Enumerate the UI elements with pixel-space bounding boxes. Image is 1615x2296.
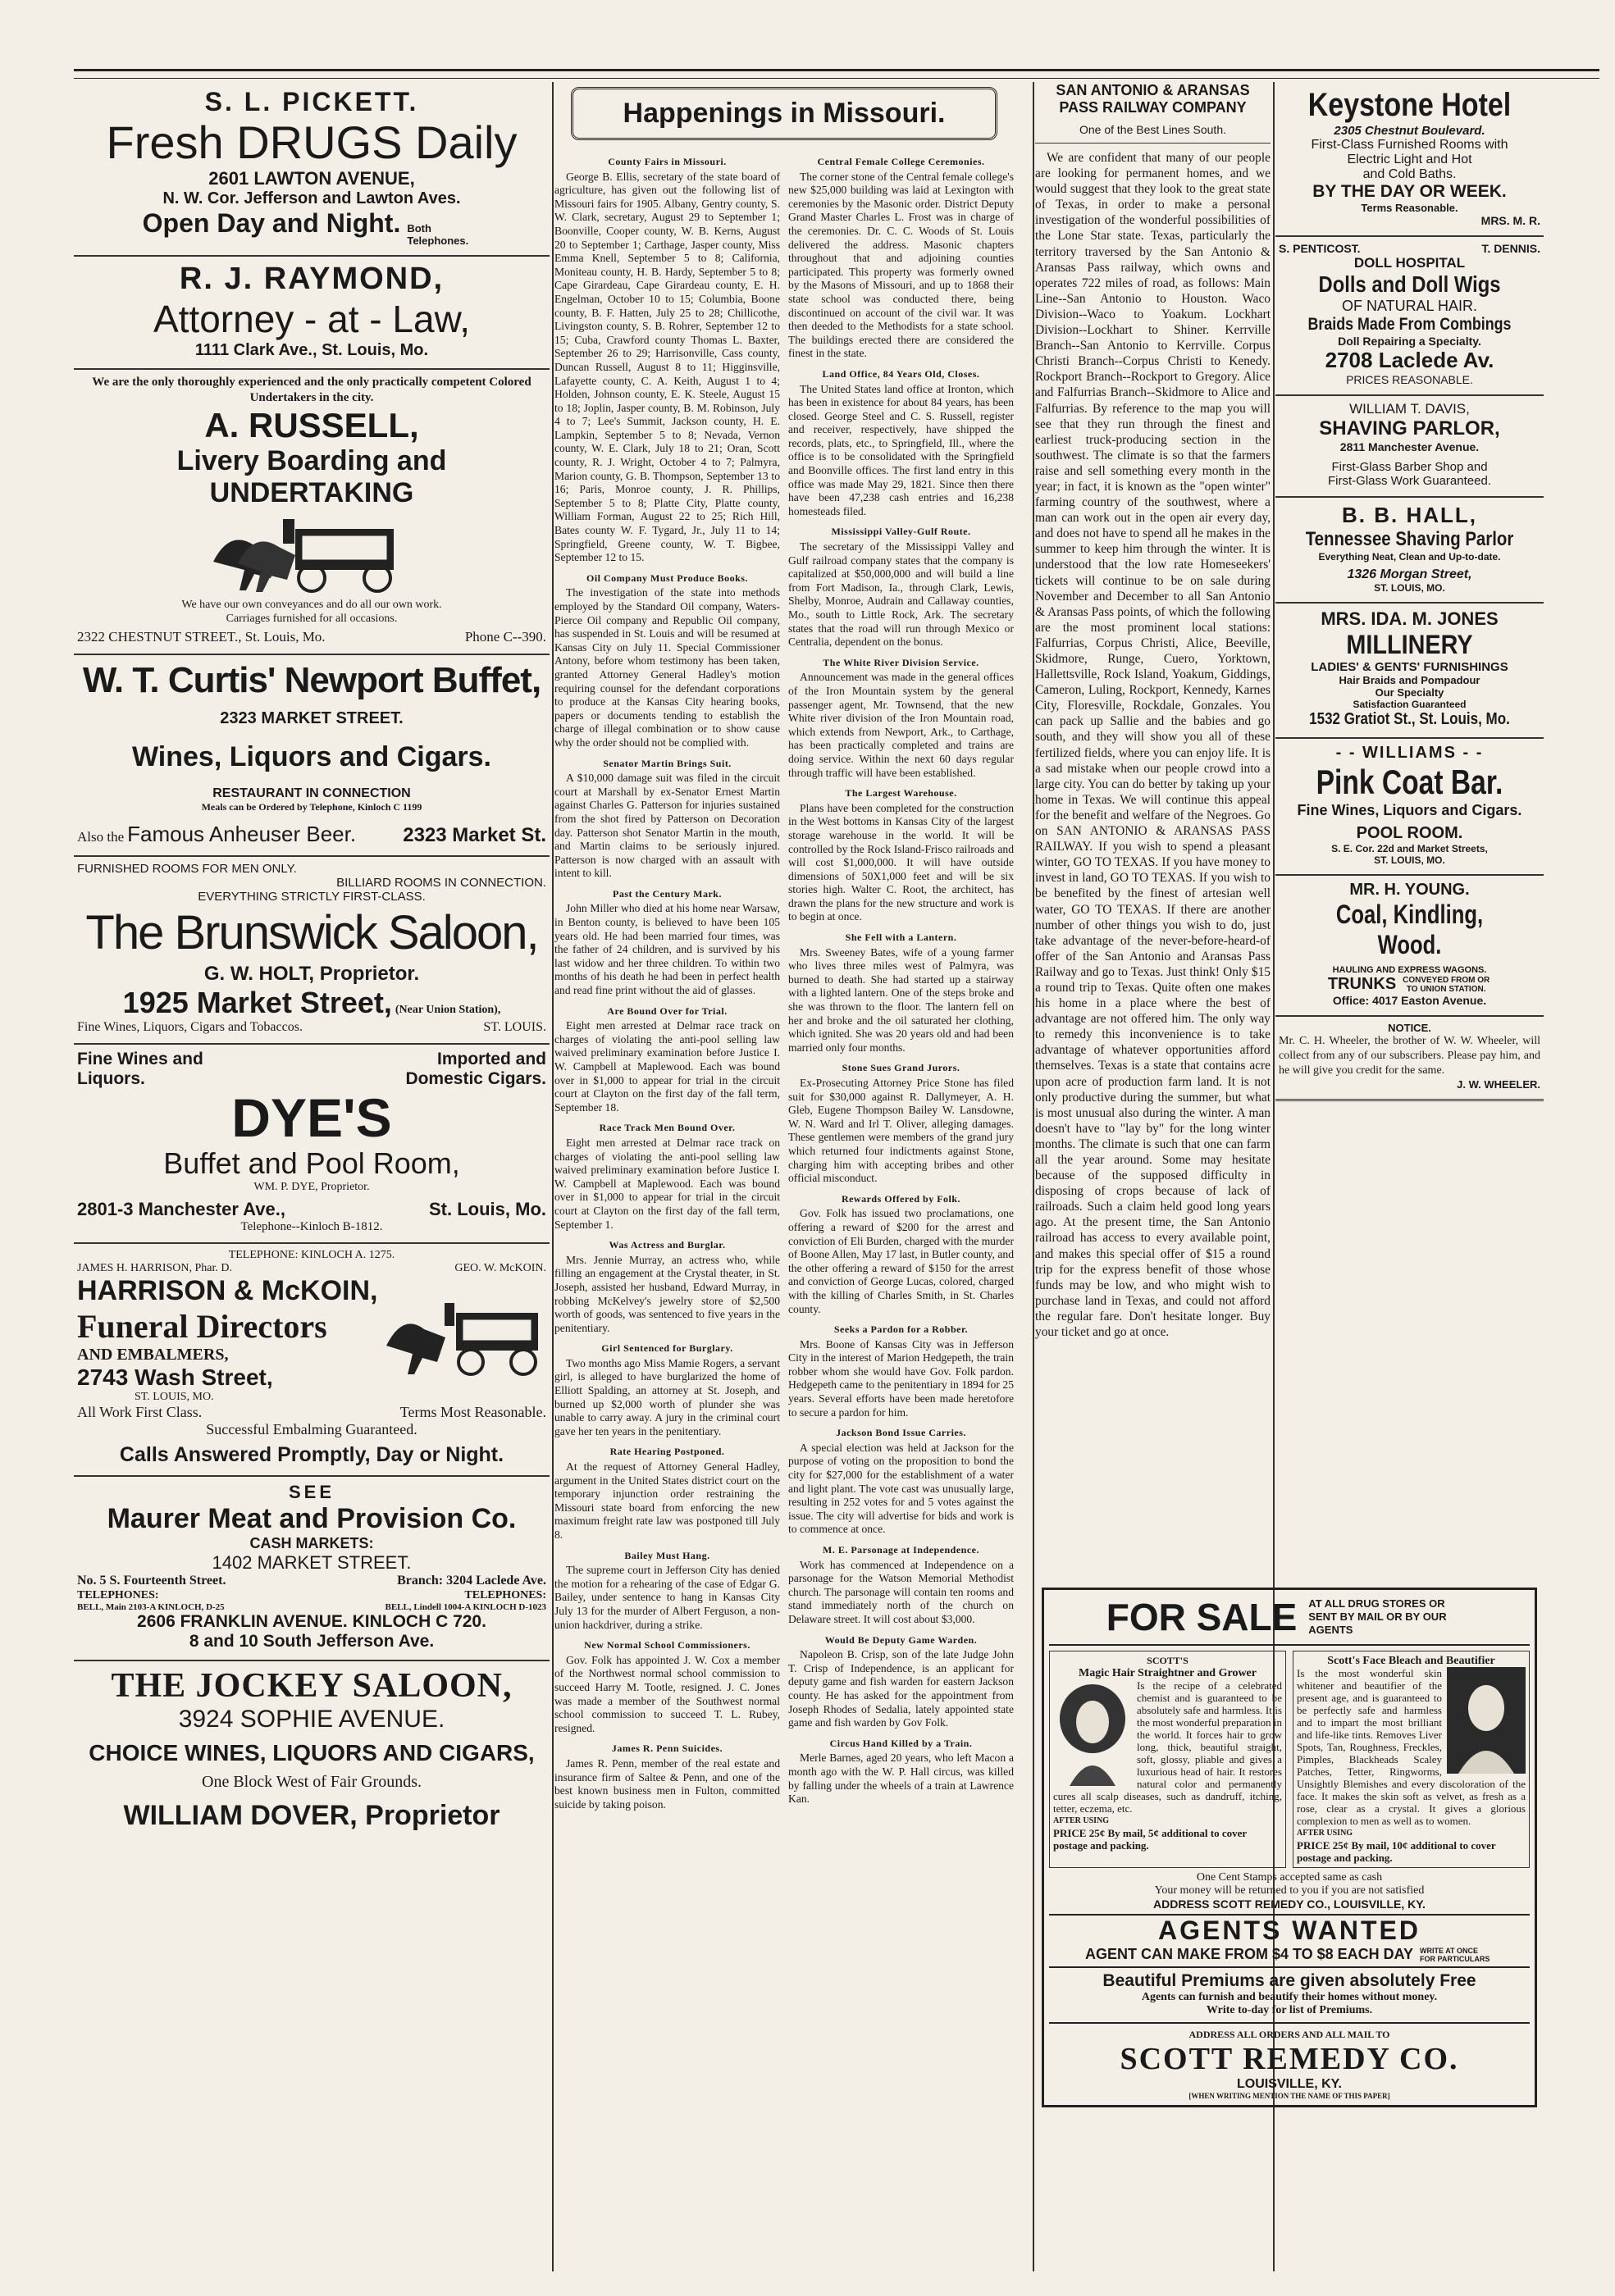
article-headline: M. E. Parsonage at Independence. — [823, 1544, 979, 1556]
ad-beer: Famous Anheuser Beer. — [127, 822, 357, 846]
news-article — [788, 525, 1014, 649]
article-body: The investigation of the state into methods employed by the Standard Oil company, Waters-Pierce Oil company and Republic Oil company, has suspended in St. Louis and will be resumed at Kansas City on July 11. Special Commissioner Antony, before whom testimony has been taken, granted Attorney General Hadley's motion requiring counsel for the defendant corporations to produce at the Kansas City hearing books, papers or documents tending to establish the charge of illegal combination or to show cause why the order should not be complied with. — [554, 586, 780, 749]
article-headline: Are Bound Over for Trial. — [607, 1004, 728, 1017]
ad-dye — [74, 1045, 550, 1244]
ad-name: WILLIAM T. DAVIS, — [1349, 401, 1470, 417]
ad-name: S. L. PICKETT. — [204, 87, 419, 116]
article-body: Gov. Folk has appointed J. W. Cox a member of the Northwest normal school commission to succeed Harry M. Tootle, resigned. J. C. Jones was made a member of the Southwest normal school commission to succeed T. L. Rubey, resigned. — [554, 1653, 780, 1734]
news-article — [788, 1061, 1014, 1185]
ad-city: ST. LOUIS. — [483, 1020, 546, 1034]
ad-hall — [1275, 498, 1544, 604]
ad-left: Fine Wines and Liquors. — [77, 1050, 203, 1088]
product-price: PRICE 25¢ By mail, 10¢ additional to cover postage and packing. — [1297, 1839, 1496, 1864]
article-body: Two months ago Miss Mamie Rogers, a servant girl, is alleged to have burglarized the home of Elliott Spalding, an attorney at St. Joseph, and burned up $2,000 worth of plunder she was unable to carry away. A jury in the criminal court gave her ten years in the penitentiary. — [554, 1356, 780, 1437]
ad-line: Electric Light and Hot — [1347, 153, 1472, 166]
news-article — [788, 1323, 1014, 1419]
ad-bell: BELL, Main 2103-A KINLOCH, D-25 — [77, 1602, 225, 1612]
ad-name: HARRISON & McKOIN, — [77, 1275, 378, 1306]
article-headline: Mississippi Valley-Gulf Route. — [831, 526, 971, 538]
product-title: Scott's Face Bleach and Beautifier — [1327, 1655, 1495, 1667]
ad-open: Open Day and Night. — [142, 208, 401, 238]
ad-name: W. T. Curtis' Newport Buffet, — [82, 660, 541, 700]
agents-sub: AGENT CAN MAKE FROM $4 TO $8 EACH DAY — [1084, 1946, 1414, 1962]
ad-maurer — [74, 1477, 550, 1661]
ad-right: T. DENNIS. — [1481, 242, 1540, 255]
ad-title: Buffet and Pool Room, — [163, 1146, 460, 1180]
ad-line: Braids Made From Combings — [1307, 315, 1512, 334]
ad-address: No. 5 S. Fourteenth Street. — [77, 1574, 226, 1588]
ad-tel: TELEPHONES: — [77, 1589, 159, 1601]
ad-near: (Near Union Station), — [395, 1004, 501, 1016]
ad-address: 1925 Market Street, — [122, 986, 392, 1019]
ad-line: EVERYTHING STRICTLY FIRST-CLASS. — [198, 890, 426, 904]
ad-address: 2801-3 Manchester Ave., — [77, 1199, 285, 1219]
ad-address: 2743 Wash Street, — [77, 1364, 273, 1390]
news-article — [788, 786, 1014, 924]
ad-williams — [1275, 739, 1544, 876]
premiums: Beautiful Premiums are given absolutely Free — [1102, 1971, 1476, 1990]
news-article — [788, 656, 1014, 780]
article-headline: Seeks a Pardon for a Robber. — [833, 1323, 969, 1336]
news-article — [554, 1445, 780, 1542]
article-body: The United States land office at Ironton, which has been in existence for about 84 years, has been closed. George Steel and C. S. Russell, register and receiver, respectively, have shipped the records, plats, etc., to Springfield, Ill., where the office is to be consolidated with the Springfield and Boonville offices. The first land entry in this office was made May 29, 1821. Since then there have been 47,238 cash entries and 16,238 homesteads filed. — [788, 382, 1014, 517]
ad-title: Funeral Directors — [77, 1308, 327, 1345]
ad-address: 2811 Manchester Avenue. — [1339, 440, 1480, 453]
ad-prop: WILLIAM DOVER, Proprietor — [123, 1800, 500, 1831]
ad-line: OF NATURAL HAIR. — [1341, 298, 1477, 314]
ad-intro: We are the only thoroughly experienced and the only practically competent Colored Undertakers in the city. — [92, 376, 531, 404]
ad-markets: CASH MARKETS: — [249, 1535, 374, 1551]
article-body: Ex-Prosecuting Attorney Price Stone has filed suit for $30,000 against R. Dallymeyer, A. H. Gleb, Eugene Thompson Bailey W. Lansdowne, W. N. Ward and Irl T. Oliver, alleging damages. These gentlemen were members of the grand jury which returned four indictments against Stone, charging him with accepting bribes and other official misconduct. — [788, 1077, 1014, 1185]
ads-column-left — [74, 82, 550, 1840]
ad-trunks-note: CONVEYED FROM OR TO UNION STATION. — [1403, 975, 1490, 994]
product-body: Is the recipe of a celebrated chemist and is guaranteed to be absolutely safe and harmless. It is the most wonderful preparation in the world. It forces hair to grow long, thick, beautiful straight, soft, glossy, pliable and gives a luxurious head of hair. It restores natural color and permanently cures all scalp diseases, such as dandruff, itching, tetter, eczema, etc. — [1053, 1679, 1282, 1815]
ad-line: Everything Neat, Clean and Up-to-date. — [1318, 551, 1501, 563]
ad-keystone — [1275, 82, 1544, 237]
ad-line: First-Class Furnished Rooms with — [1311, 138, 1508, 152]
ad-line: POOL ROOM. — [1356, 824, 1463, 842]
product-name: SCOTT'S — [1147, 1655, 1188, 1666]
article-body: Mrs. Boone of Kansas City was in Jefferson City in the interest of Marion Hedgepeth, the train robber whom she would have Gov. Folk pardon. Hedgepeth came to the penitentiary in 1894 for 25 years. Several efforts have been made heretofore to secure a pardon for him. — [788, 1337, 1014, 1419]
ad-corner: N. W. Cor. Jefferson and Lawton Aves. — [162, 189, 461, 207]
ad-line: BILLIARD ROOMS IN CONNECTION. — [336, 876, 546, 890]
ad-sub: AND EMBALMERS, — [77, 1346, 229, 1364]
hearse-illustration-icon — [205, 512, 418, 594]
article-headline: Jackson Bond Issue Carries. — [836, 1427, 966, 1439]
article-column — [788, 148, 1014, 1811]
article-body: John Miller who died at his home near Warsaw, in Benton county, is believed to have been 105 years old. He had been married four times, was the father of 24 children, and is survived by his last widow and her three children. To within two months of his death he had been in perfect health and read fine print without the aid of glasses. — [554, 902, 780, 997]
ad-left: S. PENTICOST. — [1279, 242, 1361, 255]
agents-wanted: AGENTS WANTED — [1158, 1916, 1421, 1945]
article-headline: Land Office, 84 Years Old, Closes. — [822, 367, 980, 380]
ad-branch: Branch: 3204 Laclede Ave. — [397, 1574, 546, 1588]
article-body: Eight men arrested at Delmar race track on charges of violating the anti-pool selling law waived preliminary examination before Justice I. W. Campbell at Maplewood. Each was bound over in $1,000 to appear for trial in the circuit court at Clayton on the first day of the fall term, September 1. — [554, 1136, 780, 1231]
section-title-box — [571, 87, 997, 140]
article-headline: Stone Sues Grand Jurors. — [842, 1062, 960, 1074]
article-headline: Central Female College Ceremonies. — [817, 156, 985, 167]
article-body: Work has commenced at Independence on a parsonage for the Watson Memorial Methodist church. The parsonage will contain ten rooms and stand immediately north of the church on Delaware street. It will cost about $3,000. — [788, 1558, 1014, 1625]
news-article — [554, 1342, 780, 1438]
ad-city: St. Louis, Mo. — [429, 1199, 546, 1219]
for-sale-refund: Your money will be returned to you if you are not satisfied — [1154, 1884, 1425, 1897]
ad-name: B. B. HALL, — [1342, 503, 1477, 527]
article-headline: Rewards Offered by Folk. — [841, 1192, 961, 1205]
ad-address: 1111 Clark Ave., St. Louis, Mo. — [194, 341, 429, 359]
ad-see: SEE — [288, 1482, 335, 1502]
ad-owner: MRS. M. R. — [1480, 214, 1540, 227]
article-headline: The White River Division Service. — [823, 656, 979, 668]
ad-davis — [1275, 396, 1544, 498]
article-body: Announcement was made in the general offices of the Iron Mountain system by the general passenger agent, Mr. Townsend, that the new White river division of the Iron Mountain road, which extends from Newport, Ark., to Carthage, has been practically completed and trains are doing service. Within the next 60 days regular through traffic will have been established. — [788, 671, 1014, 779]
ad-name: - - WILLIAMS - - — [1335, 744, 1484, 762]
company-city: LOUISVILLE, KY. — [1236, 2077, 1342, 2091]
ad-pickett — [74, 82, 550, 257]
ad-phone: TELEPHONE: KINLOCH A. 1275. — [228, 1249, 395, 1261]
ad-address: 1532 Gratiot St., St. Louis, Mo. — [1309, 710, 1510, 728]
ad-title: DOLL HOSPITAL — [1353, 255, 1466, 271]
news-article — [788, 931, 1014, 1055]
railway-body — [1035, 150, 1271, 1340]
for-sale-stamps: One Cent Stamps accepted same as cash — [1196, 1871, 1383, 1884]
ad-prop: G. W. HOLT, Proprietor. — [203, 963, 420, 985]
article-headline: Rate Hearing Postponed. — [609, 1446, 725, 1458]
ad-doll-hospital — [1275, 237, 1544, 396]
article-body: A special election was held at Jackson for the purpose of voting on the proposition to bond the city for $27,000 for the establishment of a water and light plant. The vote cast was unusually large, resulting in 252 votes for and 5 votes against the issue. The city will advertise for bids and work is to commence at once. — [788, 1441, 1014, 1536]
article-body: The secretary of the Mississippi Valley and Gulf railroad company states that the company is capitalized at $50,000,000 and will build a line from Fort Madison, Ia., through Clark, Lewis, Shelby, Monroe, Audrain and Callaway counties, Mo., south to Little Rock, Ark. The secretary states that the road will run through Mexico or Centralia, dependent on the bonus. — [788, 540, 1014, 649]
ad-address: 2323 MARKET STREET. — [220, 709, 404, 727]
premiums-line: Write to-day for list of Premiums. — [1049, 2004, 1530, 2024]
ad-bell: BELL, Lindell 1004-A KINLOCH D-1023 — [385, 1602, 546, 1612]
woman-portrait-icon — [1053, 1679, 1132, 1786]
ad-goods: CHOICE WINES, LIQUORS AND CIGARS, — [89, 1740, 535, 1765]
column-rule — [1033, 82, 1034, 2271]
ad-line: Dolls and Doll Wigs — [1318, 271, 1501, 297]
ad-note: We have our own conveyances and do all our own work. — [181, 599, 442, 611]
ad-russell — [74, 370, 550, 655]
ad-city: ST. LOUIS, MO. — [1374, 854, 1445, 866]
article-headline: Girl Sentenced for Burglary. — [601, 1342, 733, 1355]
ad-name: A. RUSSELL, — [204, 406, 419, 444]
happenings-section — [554, 82, 1014, 1811]
ads-column-right — [1275, 82, 1544, 1101]
article-headline: Was Actress and Burglar. — [609, 1239, 726, 1251]
news-article — [788, 367, 1014, 519]
ad-line: First-Glass Barber Shop and — [1331, 460, 1488, 474]
ad-address: 2322 CHESTNUT STREET., St. Louis, Mo. — [77, 629, 326, 645]
news-article — [554, 1004, 780, 1115]
notice-title: NOTICE. — [1388, 1022, 1431, 1034]
article-headline: County Fairs in Missouri. — [608, 156, 727, 167]
product-hair-grower — [1049, 1651, 1286, 1868]
section-title: Happenings in Missouri. — [623, 98, 946, 129]
product-face-bleach — [1293, 1651, 1530, 1868]
ad-name: Keystone Hotel — [1307, 87, 1512, 123]
ad-terms: Terms Most Reasonable. — [399, 1404, 546, 1420]
ad-city: ST. LOUIS, MO. — [135, 1391, 214, 1403]
article-body: A $10,000 damage suit was filed in the circuit court at Marshall by ex-Senator Ernest Martin against Charles G. Patterson for injuries sustained from the shot fired by Patterson on Decoration day. Patterson shot Senator Martin in the mouth, and Martin claims to be seriously injured. Patterson is now charged with an assault with intent to kill. — [554, 772, 780, 880]
ad-phones: Both Telephones. — [407, 222, 469, 247]
ad-name: DYE'S — [231, 1087, 392, 1148]
ad-name: Maurer Meat and Provision Co. — [107, 1503, 517, 1534]
ad-curtis — [74, 655, 550, 857]
ad-goods: Wines, Liquors and Cigars. — [132, 741, 491, 772]
ad-title: Coal, Kindling, Wood. — [1335, 900, 1484, 959]
for-sale-box — [1042, 1588, 1537, 2107]
ad-address: 2323 Market St. — [403, 824, 546, 846]
ad-line: Doll Repairing a Specialty. — [1338, 335, 1481, 348]
ad-work: All Work First Class. — [77, 1404, 203, 1420]
ad-address: 3924 SOPHIE AVENUE. — [178, 1706, 445, 1733]
ad-note: Carriages furnished for all occasions. — [226, 613, 398, 625]
product-after: AFTER USING — [1297, 1829, 1353, 1838]
for-sale-title: FOR SALE — [1106, 1596, 1298, 1638]
ad-address: 8 and 10 South Jefferson Ave. — [189, 1632, 435, 1651]
railway-text: We are confident that many of our people are looking for permanent homes, and we would suggest that they look to the great state of Texas, in order to make a personal investigation of the wonderful possibilities of the Lone Star state. Texas, particularly the territory traversed by the San Antonio & Aransas Pass railway, which owns and operates 722 miles of road, as follows: Main Line--San Antonio to Houston. Waco Division--Waco to Yoakum. Lockhart Division--Lockhart to Shiner. Kerrville Branch--San Antonio to Kerrville. Corpus Christi Branch--Corpus Christi to Kenedy. Rockport Branch--Rockport to Gregory. Alice and Falfurrias Branch--Skidmore to Alice and Falfurrias. By reference to the map you will see that they run through the finest and earliest truck-producing section in the southwest. The climate is so that the farmers raise and sell something every month in the year; in fact, it is known as the "open winter" farming country of the southwest, where a man can work out in the open air every day, and does not have to spend all he makes in the summer to keep him through the winter. It is understood that the low rate Homeseekers' tickets will continue to be on sale during November and December to all San Antonio & Aransas Pass points, of which the following are the most prominent local stations: Falfurrias, Corpus Christi, Alice, Beeville, Skidmore, Runge, Cuero, Yorktown, Hallettsville, Rock Island, Yoakum, Giddings, Cameron, Luling, Rockport, Kennedy, Karnes City, Floresville, Rockdale, Gonzales. You can pack up Sallie and the babies and go south, and they will show you all of these fertilized fields, where you can enjoy life. It is a sad mistake when our people crowd into a large city. You can do better by taking up your home in Texas. We will continue this appeal for the benefit and welfare of the Negroes. Go on SAN ANTONIO & ARANSAS PASS RAILWAY. If you wish to spend a pleasant winter, GO TO TEXAS. If you have money to invest in land, GO TO TEXAS. If you wish to be benefited by the finest of artesian well water, GO TO TEXAS. If there are another number of other things you wish to do, just take advantage of the never-before-heard-of offer of the San Antonio and Aransas Pass Railway and go to Texas. Just think! Only $15 a round trip to Texas. Quite often one makes his home in a place where the best of advantage are not offered him. The only way to remedy this inconvenience is to take advantage of whatever opportunities afford themselves. Texas is a state that contains acre upon acre of production farm land. It is not only productive during the summer, but what is most unusual also during the winter. A man doesn't have to "lay by" for the long winter months. The climate is such that one can farm all the year around. Some may hesitate because of the supposed difficulty in disposing of crops because of lack of railroads. Such a claim held good long years ago. At the present time, the San Antonio railroad has access to every available point, and makes this special offer of $15 a round trip for the express benefit of those whose funds may be low, and who might wish to purchase land in Texas, and could not afford the regular fare. Don't hesitate longer. Buy your ticket and go at once. — [1035, 151, 1271, 1340]
ad-line: FURNISHED ROOMS FOR MEN ONLY. — [77, 862, 297, 876]
ad-phone: Phone C--390. — [464, 629, 546, 645]
news-article — [554, 757, 780, 881]
article-body: At the request of Attorney General Hadley, argument in the United States district court on the temporary injunction order restraining the Missouri state board from enforcing the new maximum freight rate law was postponed till July 8. — [554, 1460, 780, 1541]
article-headline: Senator Martin Brings Suit. — [603, 757, 732, 769]
agents-write: WRITE AT ONCE FOR PARTICULARS — [1420, 1946, 1490, 1963]
ad-line: Hair Braids and Pompadour — [1339, 674, 1480, 686]
ad-name: MR. H. YOUNG. — [1349, 881, 1470, 899]
ad-name: R. J. RAYMOND, — [179, 262, 445, 296]
ad-address: 2606 FRANKLIN AVENUE. KINLOCH C 720. — [137, 1612, 486, 1631]
ad-harrison — [74, 1244, 550, 1477]
news-article — [554, 1549, 780, 1633]
ad-line: Satisfaction Guaranteed — [1353, 699, 1467, 710]
ad-line: Fine Wines, Liquors and Cigars. — [1297, 802, 1522, 818]
notice-sign: J. W. WHEELER. — [1457, 1078, 1540, 1091]
ad-jockey — [74, 1661, 550, 1840]
ad-prices: PRICES REASONABLE. — [1346, 373, 1473, 386]
ad-city: ST. LOUIS, MO. — [1374, 582, 1445, 594]
ad-embalming: Successful Embalming Guaranteed. — [206, 1421, 417, 1437]
company-mention: [WHEN WRITING MENTION THE NAME OF THIS PAPER] — [1188, 2092, 1390, 2100]
news-article — [788, 1633, 1014, 1730]
ad-title: Attorney - at - Law, — [153, 298, 471, 340]
news-article — [788, 155, 1014, 361]
ad-jones — [1275, 604, 1544, 739]
ad-phone: Telephone--Kinloch B-1812. — [240, 1220, 383, 1233]
for-sale-side: AT ALL DRUG STORES OR SENT BY MAIL OR BY OUR AGENTS — [1308, 1597, 1447, 1636]
ad-address: S. E. Cor. 22d and Market Streets, — [1331, 843, 1488, 854]
ad-line: First-Glass Work Guaranteed. — [1328, 474, 1491, 488]
ad-title: MILLINERY — [1346, 630, 1473, 659]
ad-line: HAULING AND EXPRESS WAGONS. — [1332, 965, 1487, 975]
news-article — [788, 1543, 1014, 1627]
premiums-line: Agents can furnish and beautify their homes without money. — [1141, 1991, 1438, 2003]
news-article — [788, 1192, 1014, 1316]
ad-goods: Fine Wines, Liquors, Cigars and Tobaccos. — [77, 1020, 303, 1034]
article-headline: New Normal School Commissioners. — [584, 1639, 750, 1651]
news-article — [788, 1737, 1014, 1806]
product-body: Is the most wonderful skin whitener and beautifier of the present age, and is guaranteed to be perfectly safe and harmless and to impart the most brilliant and life-like tints. Removes Liver Spots, Tan, Roughness, Freckles, Pimples, Blackheads Scaley Patches, Tetter, Ringworms, Unsightly Blemishes and every discoloration of the face. It makes the skin soft as velvet, as fresh as a rose, clear as a crystal. It gives a glorious complexion to men as well as to women. — [1297, 1667, 1526, 1827]
article-body: Napoleon B. Crisp, son of the late Judge John T. Crisp of Independence, is an applicant for deputy game and fish warden for eastern Jackson county. He has asked for the appointment from Joseph Rhodes of Sedalia, lately appointed state game and fish warden by Gov Folk. — [788, 1648, 1014, 1729]
article-body: Merle Barnes, aged 20 years, who left Macon a month ago with the W. P. Hall circus, was killed by falling under the wheels of a train at Lawrence Kan. — [788, 1752, 1014, 1806]
hearse-illustration-icon — [382, 1295, 546, 1385]
ad-right: GEO. W. McKOIN. — [454, 1262, 546, 1274]
ad-line: BY THE DAY OR WEEK. — [1312, 182, 1507, 201]
ad-tel: TELEPHONES: — [464, 1589, 546, 1601]
ad-name: THE JOCKEY SALOON, — [111, 1667, 513, 1705]
ad-office: Office: 4017 Easton Avenue. — [1332, 994, 1487, 1007]
article-body: Eight men arrested at Delmar race track on charges of violating the anti-pool selling law waived preliminary examination before Justice I. W. Campbell at Maplewood. Each was bound over in $1,000 to appear for trial in the circuit court at Clayton on the first day of the fall term, September 18. — [554, 1019, 780, 1114]
ad-brunswick — [74, 857, 550, 1045]
railway-column — [1035, 82, 1271, 1340]
ad-address: 1326 Morgan Street, — [1347, 567, 1472, 581]
ad-left: JAMES H. HARRISON, Phar. D. — [77, 1262, 233, 1274]
article-headline: Race Track Men Bound Over. — [599, 1122, 736, 1134]
news-article — [554, 1238, 780, 1335]
woman-portrait-icon — [1447, 1667, 1526, 1774]
article-body: Mrs. Jennie Murray, an actress who, while filling an engagement at the Crystal theater, in St. Joseph, assisted her husband, Edward Murray, in robbing McKelvey's jewelry store of $2,500 worth of goods, was sentenced to five years in the penitentiary. — [554, 1253, 780, 1334]
ad-trunks: TRUNKS — [1327, 975, 1397, 993]
article-headline: James R. Penn Suicides. — [611, 1742, 723, 1755]
notice-body: Mr. C. H. Wheeler, the brother of W. W. Wheeler, will collect from any of our subscribers. Please pay him, and he will give you credit for the same. — [1279, 1035, 1540, 1077]
article-column — [554, 148, 780, 1811]
product-after: AFTER USING — [1053, 1816, 1110, 1825]
railway-name: SAN ANTONIO & ARANSAS PASS RAILWAY COMPANY — [1056, 82, 1250, 116]
ad-address: 2708 Laclede Av. — [1325, 348, 1494, 372]
article-headline: Past the Century Mark. — [613, 887, 722, 900]
top-rule — [74, 69, 1599, 79]
ad-line: and Cold Baths. — [1362, 167, 1457, 181]
ad-name: The Brunswick Saloon, — [85, 906, 538, 959]
ad-near: One Block West of Fair Grounds. — [202, 1773, 422, 1791]
column-rule — [552, 82, 554, 2271]
notice — [1275, 1017, 1544, 1101]
ad-beer-pre: Also the — [77, 829, 125, 845]
ad-restaurant: RESTAURANT IN CONNECTION — [212, 786, 411, 800]
ad-address: 1402 MARKET STREET. — [212, 1552, 412, 1573]
news-article — [554, 572, 780, 750]
article-headline: She Fell with a Lantern. — [845, 932, 957, 944]
ad-address: 2601 LAWTON AVENUE, — [208, 168, 415, 189]
article-body: The corner stone of the Central female college's new $25,000 building was laid at Lexington with ceremonies by the Masonic order. District Deputy Grand Master Charles L. Frost was in charge of the ceremonies. Dr. C. C. Woods of St. Louis delivered the address. Masonic chapters throughout that and adjoining counties participated. This property was formerly owned by the Masons of Missouri, and up to 1868 their state school was conducted there, being discontinued on account of the civil war. It was then deeded to the Methodists for a state school. The buildings erected there are considered the finest in the state. — [788, 170, 1014, 360]
article-headline: Circus Hand Killed by a Train. — [829, 1737, 973, 1749]
ad-young — [1275, 876, 1544, 1017]
news-article — [788, 1426, 1014, 1537]
article-body: Plans have been completed for the construction in the West bottoms in Kansas City of the largest storage warehouse in the world. It will be controlled by the Rock Island-Frisco railroads and will cost $1,000,000. It will have outside dimensions of 50X1,000 feet and will be six stories high. Walter C. Root, the architect, has drawn the plans for the new structure and work is to begin at once. — [788, 801, 1014, 923]
mail-line: ADDRESS ALL ORDERS AND ALL MAIL TO — [1188, 2029, 1390, 2040]
article-headline: Would Be Deputy Game Warden. — [824, 1633, 978, 1646]
ad-right: Imported and Domestic Cigars. — [405, 1050, 546, 1088]
product-price: PRICE 25¢ By mail, 5¢ additional to cover postage and packing. — [1053, 1827, 1247, 1852]
for-sale-ad — [1035, 1583, 1544, 2112]
company-name: SCOTT REMEDY CO. — [1120, 2042, 1459, 2076]
article-body: Gov. Folk has issued two proclamations, one offering a reward of $200 for the arrest and conviction of Eli Burden, charged with the murder of Boone Allen, May 17 last, in Butler county, and the other offering a reward of $150 for the arrest and conviction of George Lucas, colored, charged with the killing of Charles Smith, in St. Charles county. — [788, 1207, 1014, 1315]
product-title: Magic Hair Straightner and Grower — [1079, 1667, 1257, 1679]
ad-name: MRS. IDA. M. JONES — [1321, 608, 1499, 629]
ad-meals: Meals can be Ordered by Telephone, Kinloch C 1199 — [201, 801, 422, 813]
ad-title: Pink Coat Bar. — [1316, 763, 1503, 801]
ad-terms: Terms Reasonable. — [1361, 202, 1458, 214]
ad-title: Tennessee Shaving Parlor — [1305, 528, 1514, 550]
ad-calls: Calls Answered Promptly, Day or Night. — [119, 1443, 504, 1466]
article-body: Mrs. Sweeney Bates, wife of a young farmer who lives three miles west of Palmyra, was burned to death. She had started up a stairway with a lighted lantern. One of the steps broke and she was thrown to the floor. The lantern fell on her and broke and the oil saturated her clothing, which ignited. She was 20 years old and had been married only four months. — [788, 945, 1014, 1054]
for-sale-address: ADDRESS SCOTT REMEDY CO., LOUISVILLE, KY. — [1049, 1897, 1530, 1916]
ad-title: Livery Boarding and UNDERTAKING — [176, 445, 447, 508]
railway-sub: One of the Best Lines South. — [1035, 123, 1271, 144]
article-headline: The Largest Warehouse. — [845, 787, 957, 800]
article-body: James R. Penn, member of the real estate and insurance firm of Saltee & Penn, and one of the best known business men in Fulton, committed suicide by taking poison. — [554, 1756, 780, 1811]
news-article — [554, 1638, 780, 1735]
ad-title: SHAVING PARLOR, — [1319, 417, 1500, 440]
article-headline: Oil Company Must Produce Books. — [586, 572, 748, 584]
ad-line: Our Specialty — [1375, 686, 1444, 699]
ad-prop: WM. P. DYE, Proprietor. — [253, 1181, 370, 1193]
article-headline: Bailey Must Hang. — [624, 1549, 710, 1561]
news-article — [554, 887, 780, 998]
ad-line: LADIES' & GENTS' FURNISHINGS — [1311, 660, 1508, 674]
news-article — [554, 1742, 780, 1811]
ad-headline: Fresh DRUGS Daily — [106, 116, 518, 168]
article-body: The supreme court in Jefferson City has denied the motion for a rehearing of the case of Edgar G. Bailey, under sentence to hang in Kansas City July 13 for the murder of Albert Ferguson, a non-union hackdriver, during a strike. — [554, 1564, 780, 1631]
article-body: George B. Ellis, secretary of the state board of agriculture, has given out the following list of Missouri fairs for 1905. Albany, Gentry county, S. W. Clark, secretary, August 29 to September 1; Boonville, Cooper county, W. B. Kerns, August 20 to September 1; Carthage, Jasper county, Miss Emma Knell, September 5 to 8; California, Moniteau county, H. B. Hardy, September 5 to 8; Cape Girardeau, Cape Girardeau county, E. H. Engelman, October 10 to 15; Columbia, Boone county, B. F. Hatten, July 25 to 28; Chillicothe, Livingston county, S. B. Rohrer, September 12 to 15; Cuba, Crawford county Thomas L. Baxter, September 26 to 29; Harrisonville, Cass county, Duncan Russell, August 8 to 11; Higginsville, Lafayette county, C. A. Keith, August 1 to 4; Holden, Johnson county, E. K. Steele, August 15 to 18; Joplin, Jasper county, B. M. Robinson, July 4 to 7; Lee's Summit, Jackson county, H. E. Lampkin, September 5 to 8; Nevada, Vernon county, W. E. Clark, July 18 to 21; Oran, Scott county, R. J. Wright, October 4 to 7; Palmyra, Marion county, G. B. Thompson, September 13 to 16; Paris, Monroe county, J. R. Phillips, September 5 to 8; Platte City, Platte county, William Forman, August 22 to 25; Rich Hill, Bates county W. F. Tygard, Jr., July 11 to 14; Springfield, Greene county, W. T. Bigbee, September 12 to 15. — [554, 170, 780, 564]
ad-address: 2305 Chestnut Boulevard. — [1334, 124, 1485, 138]
ad-raymond — [74, 257, 550, 370]
news-article — [554, 155, 780, 565]
news-article — [554, 1121, 780, 1232]
